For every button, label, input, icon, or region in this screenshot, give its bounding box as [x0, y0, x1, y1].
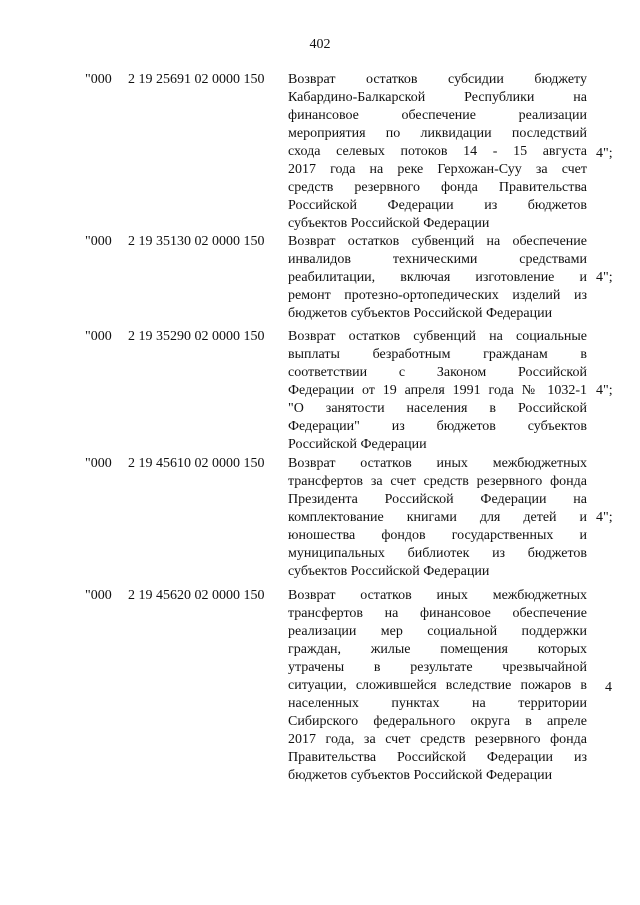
description-line: Возврат остатков иных межбюджетных: [288, 588, 587, 603]
description-line: утрачены в результате чрезвычайной: [288, 660, 587, 675]
page-number: 402: [309, 37, 331, 52]
budget-code: 2 19 45620 02 0000 150: [128, 588, 265, 603]
row-amount: 4";: [596, 270, 613, 285]
budget-code: 2 19 45610 02 0000 150: [128, 456, 265, 471]
description-line: финансовое обеспечение реализации: [288, 108, 587, 123]
description-line: Правительства Российской Федерации из: [288, 750, 587, 765]
description-line: соответствии с Законом Российской: [288, 365, 587, 380]
description-line: Российской Федерации: [288, 437, 427, 452]
description-line: комплектование книгами для детей и: [288, 510, 587, 525]
description-line: трансфертов за счет средств резервного фонда: [288, 474, 587, 489]
description-line: схода селевых потоков 14 - 15 августа: [288, 144, 587, 159]
description-line: Возврат остатков субвенций на социальные: [288, 329, 587, 344]
description-line: выплаты безработным гражданам в: [288, 347, 587, 362]
description-line: бюджетов субъектов Российской Федерации: [288, 306, 553, 321]
row-amount: 4";: [596, 510, 613, 525]
row-description: [288, 587, 587, 785]
description-line: средств резервного фонда Правительства: [288, 180, 587, 195]
description-line: Федерации от 19 апреля 1991 года № 1032-1: [288, 383, 587, 398]
description-line: Кабардино-Балкарской Республики на: [288, 90, 587, 105]
description-line: населенных пунктах на территории: [288, 696, 587, 711]
description-line: "О занятости населения в Российской: [288, 401, 587, 416]
row-description: [288, 71, 587, 233]
budget-code: 2 19 25691 02 0000 150: [128, 72, 265, 87]
description-line: юношества фондов государственных и: [288, 528, 587, 543]
description-line: субъектов Российской Федерации: [288, 216, 490, 231]
row-prefix: "000: [85, 588, 112, 603]
description-line: ситуации, сложившейся вследствие пожаров в: [288, 678, 587, 693]
description-line: ремонт протезно-ортопедических изделий из: [288, 288, 587, 303]
row-prefix: "000: [85, 329, 112, 344]
description-line: бюджетов субъектов Российской Федерации: [288, 768, 553, 783]
description-line: Российской Федерации из бюджетов: [288, 198, 587, 213]
description-line: трансфертов на финансовое обеспечение: [288, 606, 587, 621]
description-line: Президента Российской Федерации на: [288, 492, 587, 507]
description-line: реализации мер социальной поддержки: [288, 624, 587, 639]
row-amount: 4";: [596, 146, 613, 161]
row-description: [288, 233, 587, 323]
description-line: Возврат остатков субсидии бюджету: [288, 72, 587, 87]
budget-code: 2 19 35130 02 0000 150: [128, 234, 265, 249]
description-line: 2017 года, за счет средств резервного фонда: [288, 732, 587, 747]
row-amount: 4: [605, 680, 612, 695]
description-line: мероприятия по ликвидации последствий: [288, 126, 587, 141]
description-line: инвалидов техническими средствами: [288, 252, 587, 267]
row-description: [288, 328, 587, 454]
description-line: Возврат остатков субвенций на обеспечение: [288, 234, 587, 249]
description-line: субъектов Российской Федерации: [288, 564, 490, 579]
description-line: граждан, жилые помещения которых: [288, 642, 587, 657]
row-prefix: "000: [85, 456, 112, 471]
budget-code: 2 19 35290 02 0000 150: [128, 329, 265, 344]
row-amount: 4";: [596, 383, 613, 398]
row-prefix: "000: [85, 234, 112, 249]
description-line: 2017 года на реке Герхожан-Суу за счет: [288, 162, 587, 177]
description-line: Возврат остатков иных межбюджетных: [288, 456, 587, 471]
description-line: муниципальных библиотек из бюджетов: [288, 546, 587, 561]
description-line: реабилитации, включая изготовление и: [288, 270, 587, 285]
row-prefix: "000: [85, 72, 112, 87]
description-line: Сибирского федерального округа в апреле: [288, 714, 587, 729]
description-line: Федерации" из бюджетов субъектов: [288, 419, 587, 434]
row-description: [288, 455, 587, 581]
